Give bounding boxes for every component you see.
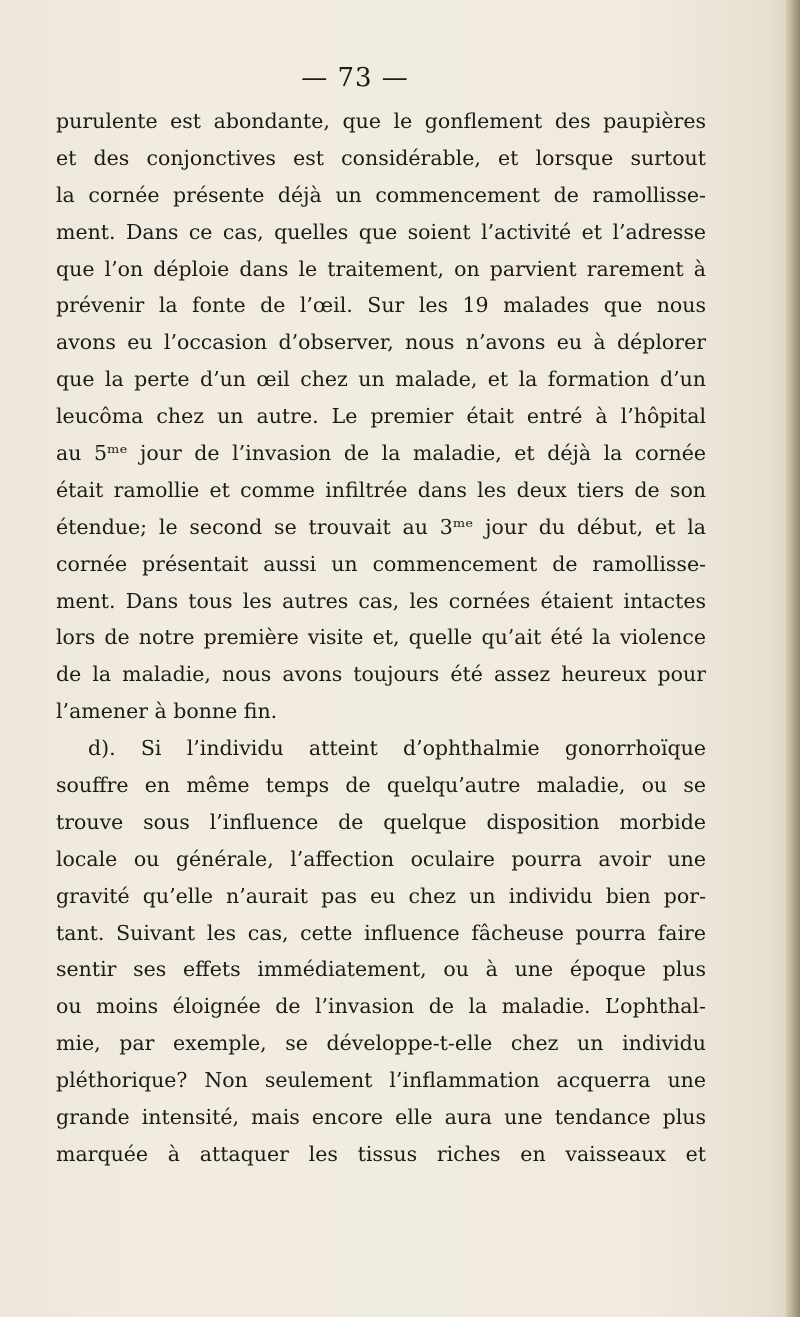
text-line: cornée présentait aussi un commencement de ramollisse- xyxy=(56,551,706,576)
text-line: d). Si l’individu atteint d’ophthalmie gonorrhoïque xyxy=(88,736,706,761)
text-line: lors de notre première visite et, quelle qu’ait été la violence xyxy=(56,625,706,650)
text-line: que l’on déploie dans le traitement, on parvient rarement à xyxy=(56,256,706,281)
page-number: — 73 — xyxy=(301,63,409,93)
text-line: ment. Dans tous les autres cas, les cornées étaient intactes xyxy=(56,588,706,613)
body-text xyxy=(56,103,706,1173)
text-line: leucôma chez un autre. Le premier était entré à l’hôpital xyxy=(56,404,706,429)
text-line: étendue; le second se trouvait au 3ᵐᵉ jour du début, et la xyxy=(56,514,706,539)
text-line: purulente est abondante, que le gonflement des paupières xyxy=(56,109,706,133)
text-line: était ramollie et comme infiltrée dans les deux tiers de son xyxy=(56,477,706,502)
text-line: grande intensité, mais encore elle aura une tendance plus xyxy=(56,1105,706,1130)
text-line: que la perte d’un œil chez un malade, et la formation d’un xyxy=(56,367,706,392)
text-line: mie, par exemple, se développe-t-elle chez un individu xyxy=(56,1031,706,1056)
text-line: tant. Suivant les cas, cette influence fâcheuse pourra faire xyxy=(56,920,706,945)
text-line: ment. Dans ce cas, quelles que soient l’activité et l’adresse xyxy=(56,219,706,244)
text-line: gravité qu’elle n’aurait pas eu chez un individu bien por- xyxy=(56,883,706,908)
text-line: au 5ᵐᵉ jour de l’invasion de la maladie, et déjà la cornée xyxy=(56,441,706,466)
text-line: ou moins éloignée de l’invasion de la maladie. L’ophthal- xyxy=(56,994,706,1019)
text-line: et des conjonctives est considérable, et lorsque surtout xyxy=(56,145,706,170)
text-line: la cornée présente déjà un commencement de ramollisse- xyxy=(56,182,706,207)
text-line: de la maladie, nous avons toujours été assez heureux pour xyxy=(56,662,706,687)
text-line: pléthorique? Non seulement l’inflammation acquerra une xyxy=(56,1068,706,1093)
text-line: prévenir la fonte de l’œil. Sur les 19 malades que nous xyxy=(56,293,706,318)
text-line: sentir ses effets immédiatement, ou à une époque plus xyxy=(56,957,706,982)
text-line: locale ou générale, l’affection oculaire pourra avoir une xyxy=(56,846,706,871)
text-line: l’amener à bonne fin. xyxy=(56,699,278,724)
text-line: marquée à attaquer les tissus riches en vaisseaux et xyxy=(56,1141,706,1166)
text-line: trouve sous l’influence de quelque disposition morbide xyxy=(56,809,706,834)
text-line: souffre en même temps de quelqu’autre maladie, ou se xyxy=(56,773,706,798)
page-edge-shadow xyxy=(786,0,800,1317)
text-line: avons eu l’occasion d’observer, nous n’avons eu à déplorer xyxy=(56,330,706,355)
